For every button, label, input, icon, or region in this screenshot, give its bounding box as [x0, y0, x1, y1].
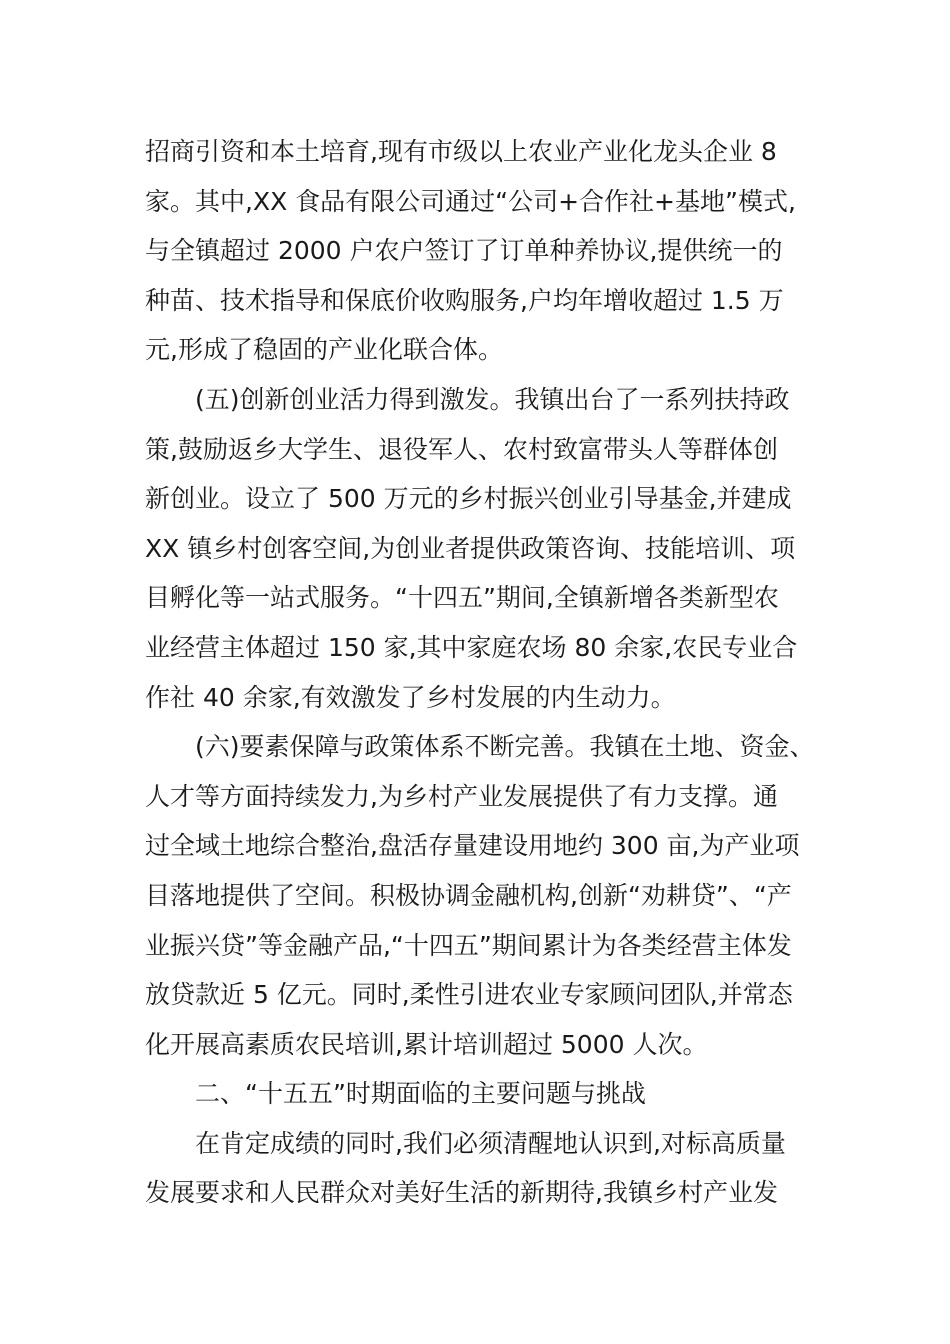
- paragraph-innovation: [145, 375, 825, 722]
- paragraph-industrialization: [145, 127, 825, 375]
- paragraph-factor-guarantee: [145, 722, 825, 1069]
- text-line: 与全镇超过 2000 户农户签订了订单种养协议,提供统一的: [145, 236, 783, 266]
- text-line: (五)创新创业活力得到激发。我镇出台了一系列扶持政: [195, 384, 790, 414]
- paragraph-challenges: [145, 1119, 825, 1218]
- text-line: 作社 40 余家,有效激发了乡村发展的内生动力。: [145, 682, 676, 712]
- section-heading: [145, 1069, 825, 1119]
- text-line: 元,形成了稳固的产业化联合体。: [145, 335, 503, 365]
- text-line: 目落地提供了空间。积极协调金融机构,创新“劝耕贷”、“产: [145, 880, 792, 910]
- text-line: 目孵化等一站式服务。“十四五”期间,全镇新增各类新型农: [145, 583, 779, 613]
- text-line: 人才等方面持续发力,为乡村产业发展提供了有力支撑。通: [145, 781, 778, 811]
- text-line: 策,鼓励返乡大学生、退役军人、农村致富带头人等群体创: [145, 434, 778, 464]
- text-line: 在肯定成绩的同时,我们必须清醒地认识到,对标高质量: [195, 1128, 786, 1158]
- text-line: 新创业。设立了 500 万元的乡村振兴创业引导基金,并建成: [145, 484, 792, 514]
- text-line: 业振兴贷”等金融产品,“十四五”期间累计为各类经营主体发: [145, 930, 792, 960]
- text-line: 发展要求和人民群众对美好生活的新期待,我镇乡村产业发: [145, 1178, 778, 1208]
- text-line: 业经营主体超过 150 家,其中家庭农场 80 余家,农民专业合: [145, 632, 798, 662]
- text-line: 招商引资和本土培育,现有市级以上农业产业化龙头企业 8: [145, 137, 777, 166]
- text-line: 化开展高素质农民培训,累计培训超过 5000 人次。: [145, 1029, 708, 1059]
- section-heading-text: 二、“十五五”时期面临的主要问题与挑战: [195, 1079, 646, 1109]
- text-line: 过全域土地综合整治,盘活存量建设用地约 300 亩,为产业项: [145, 831, 800, 861]
- text-line: 放贷款近 5 亿元。同时,柔性引进农业专家顾问团队,并常态: [145, 980, 793, 1010]
- text-line: 家。其中,XX 食品有限公司通过“公司+合作社+基地”模式,: [145, 186, 796, 216]
- document-body: [145, 127, 825, 1218]
- text-line: 种苗、技术指导和保底价收购服务,户均年增收超过 1.5 万: [145, 285, 784, 315]
- text-line: (六)要素保障与政策体系不断完善。我镇在土地、资金、: [195, 732, 815, 762]
- text-line: XX 镇乡村创客空间,为创业者提供政策咨询、技能培训、项: [145, 533, 796, 563]
